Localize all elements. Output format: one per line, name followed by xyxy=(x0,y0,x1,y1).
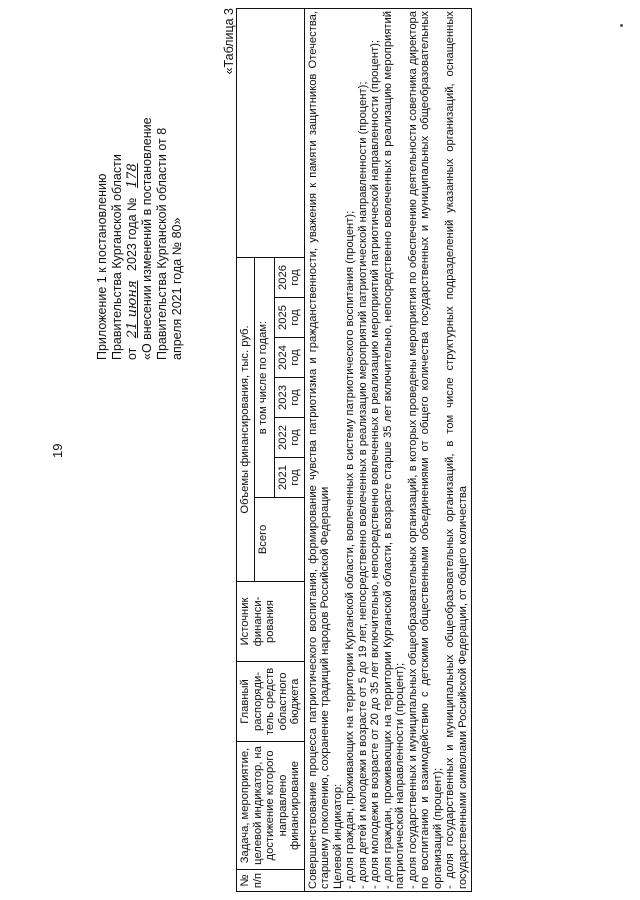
appendix-line: апреля 2021 года № 80» xyxy=(170,217,184,360)
scan-speck xyxy=(620,24,623,27)
financing-table xyxy=(236,8,472,892)
table-label: «Таблица 3 xyxy=(222,8,236,75)
task-description-cell xyxy=(304,9,472,892)
header-total: Всего xyxy=(254,498,304,582)
appendix-line: Приложение 1 к постановлению xyxy=(95,173,109,360)
appendix-line: «О внесении изменений в постановление xyxy=(140,117,154,360)
header-volumes: Объемы финансирования, тыс. руб. xyxy=(237,258,255,582)
date-middle: 2023 года № xyxy=(125,197,139,271)
appendix-header xyxy=(95,30,185,360)
header-task: Задача, мероприятие, целевой индикатор, на достижение которого направлено финансирование xyxy=(237,742,305,870)
appendix-date-line xyxy=(125,30,140,360)
header-including: в том числе по годам: xyxy=(254,258,274,498)
handwritten-date: 21 июня xyxy=(125,280,140,339)
date-prefix: от xyxy=(125,347,139,360)
indicator-heading: Целевой индикатор: xyxy=(331,783,344,889)
indicator-item: - доля государственных и муниципальных общеобразовательных организаций, в том числе структурных подразделений указанных организаций, оснащенных государственными символами Российской Федерации, от общего количества xyxy=(444,11,469,889)
header-source: Источник финанси-рования xyxy=(237,582,305,662)
handwritten-number: 178 xyxy=(125,163,140,189)
header-year: 2021 год xyxy=(274,458,304,498)
indicator-item: - доля граждан, проживающих на территории Курганской области, вовлеченных в систему патриотического воспитания (процент); xyxy=(344,210,356,889)
header-distributor: Главный распоряди-тель средств областного бюджета xyxy=(237,662,305,742)
appendix-line: Правительства Курганской области xyxy=(110,154,124,360)
indicator-item: - доля граждан, проживающих на территории Курганской области, в возрасте старше 35 лет включительно, непосредственно вовлеченных в реализацию мероприятий патриотической направленности (процент); xyxy=(381,11,406,889)
appendix-line: Правительства Курганской области от 8 xyxy=(155,127,169,360)
header-year: 2023 год xyxy=(274,378,304,418)
indicator-item: - доля государственных и муниципальных общеобразовательных организаций, в которых проведены мероприятия по обеспечению деятельности советника директора по воспитанию и взаимодействию с детскими общественными объединениями от общего количества государственных и муниципальных общеобразовательных организаций (процент); xyxy=(406,11,444,889)
header-year: 2025 год xyxy=(274,298,304,338)
header-empty xyxy=(237,9,305,258)
indicator-item: - доля детей и молодежи в возрасте от 5 до 19 лет, непосредственно вовлеченных в реализацию мероприятий патриотической направленности (процент); xyxy=(356,81,369,889)
page-number: 19 xyxy=(50,443,65,458)
header-num: № п/п xyxy=(237,870,305,892)
task-text: Совершенствование процесса патриотического воспитания, формирование чувства патриотизма и гражданственности, уважения к памяти защитников Отечества, старшему поколению, сохранение традиций народов Российской Федерации xyxy=(306,11,331,889)
header-year: 2022 год xyxy=(274,418,304,458)
header-year: 2026 год xyxy=(274,258,304,298)
header-year: 2024 год xyxy=(274,338,304,378)
indicator-item: - доля молодежи в возрасте от 20 до 35 лет включительно, непосредственно вовлеченных в реализацию мероприятий патриотической направленности (процент); xyxy=(369,39,381,889)
